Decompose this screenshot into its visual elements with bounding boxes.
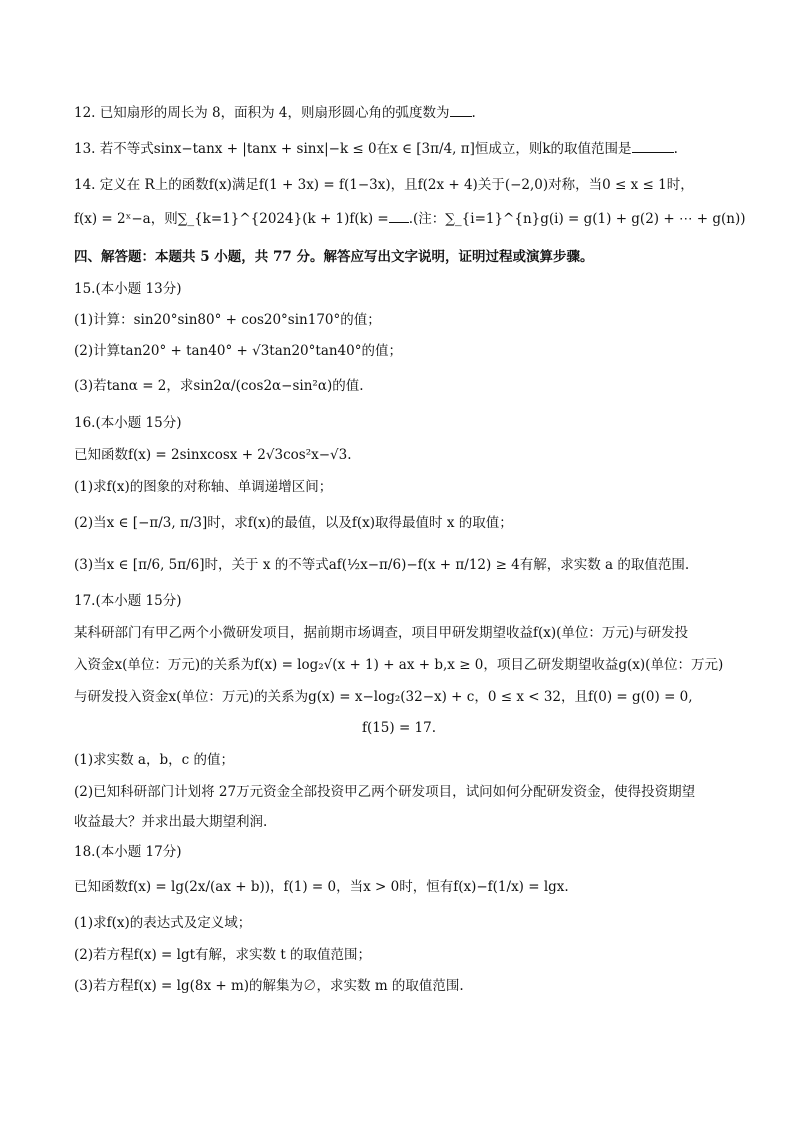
question-16-header: 16.(本小题 15分) — [74, 415, 182, 431]
question-15-part-1: (1)计算：sin20°sin80° + cos20°sin170°的值； — [74, 312, 381, 328]
question-16-part-2: (2)当x ∈ [−π/3, π/3]时，求f(x)的最值，以及f(x)取得最值时 x 的取值； — [74, 515, 513, 531]
question-17-part-2-line-1: (2)已知科研部门计划将 27万元资金全部投资甲乙两个研发项目，试问如何分配研发资金，使得投资期望 — [74, 784, 696, 800]
question-14-line-1: 14. 定义在 R上的函数f(x)满足f(1 + 3x) = f(1−3x)，且f(2x + 4)关于(−2,0)对称，当0 ≤ x ≤ 1时， — [74, 177, 694, 193]
question-18-header: 18.(本小题 17分) — [74, 844, 182, 860]
question-17-part-2-line-2: 收益最大？并求出最大期望利润. — [74, 814, 268, 830]
question-18-stem: 已知函数f(x) = lg(2x/(ax + b))，f(1) = 0，当x > 0时，恒有f(x)−f(1/x) = lgx. — [74, 879, 569, 895]
question-16-stem: 已知函数f(x) = 2sinxcosx + 2√3cos²x−√3. — [74, 447, 352, 463]
question-12-text: 12. 已知扇形的周长为 8，面积为 4，则扇形圆心角的弧度数为 — [74, 105, 450, 121]
answer-blank — [389, 210, 409, 223]
question-17-stem-2: 入资金x(单位：万元)的关系为f(x) = log₂√(x + 1) + ax + b,x ≥ 0，项目乙研发期望收益g(x)(单位：万元) — [74, 657, 724, 673]
section-heading: 四、解答题：本题共 5 小题，共 77 分。解答应写出文字说明，证明过程或演算步骤。 — [74, 249, 594, 265]
question-13 — [74, 140, 678, 158]
question-17-header: 17.(本小题 15分) — [74, 593, 182, 609]
question-16-part-3: (3)当x ∈ [π/6, 5π/6]时，关于 x 的不等式af(½x−π/6)−f(x + π/12) ≥ 4有解，求实数 a 的取值范围. — [74, 557, 690, 573]
answer-blank — [632, 140, 674, 153]
question-18-part-3: (3)若方程f(x) = lg(8x + m)的解集为∅，求实数 m 的取值范围. — [74, 978, 464, 994]
question-14-line-2 — [74, 210, 745, 228]
period: . — [471, 105, 476, 121]
question-16-part-1: (1)求f(x)的图象的对称轴、单调递增区间； — [74, 479, 333, 495]
answer-blank — [450, 104, 472, 117]
question-17-condition: f(15) = 17. — [361, 720, 437, 736]
question-15-header: 15.(本小题 13分) — [74, 281, 182, 297]
period: . — [673, 141, 678, 157]
question-15-part-3: (3)若tanα = 2，求sin2α/(cos2α−sin²α)的值. — [74, 378, 364, 394]
question-18-part-2: (2)若方程f(x) = lgt有解，求实数 t 的取值范围； — [74, 947, 372, 963]
question-13-text: 13. 若不等式sinx−tanx + |tanx + sinx|−k ≤ 0在x ∈ [3π/4, π]恒成立，则k的取值范围是 — [74, 141, 632, 157]
question-17-part-1: (1)求实数 a，b，c 的值； — [74, 752, 234, 768]
question-17-stem-3: 与研发投入资金x(单位：万元)的关系为g(x) = x−log₂(32−x) + c，0 ≤ x < 32，且f(0) = g(0) = 0, — [74, 689, 693, 705]
question-14-formula: f(x) = 2ˣ−a，则∑_{k=1}^{2024}(k + 1)f(k) = — [74, 211, 389, 227]
question-12 — [74, 104, 476, 122]
question-17-stem-1: 某科研部门有甲乙两个小微研发项目，据前期市场调查，项目甲研发期望收益f(x)(单位：万元)与研发投 — [74, 625, 689, 641]
question-18-part-1: (1)求f(x)的表达式及定义域； — [74, 915, 252, 931]
question-15-part-2: (2)计算tan20° + tan40° + √3tan20°tan40°的值； — [74, 343, 402, 359]
question-14-note: .(注：∑_{i=1}^{n}g(i) = g(1) + g(2) + ⋯ + g(n)) — [408, 211, 746, 227]
